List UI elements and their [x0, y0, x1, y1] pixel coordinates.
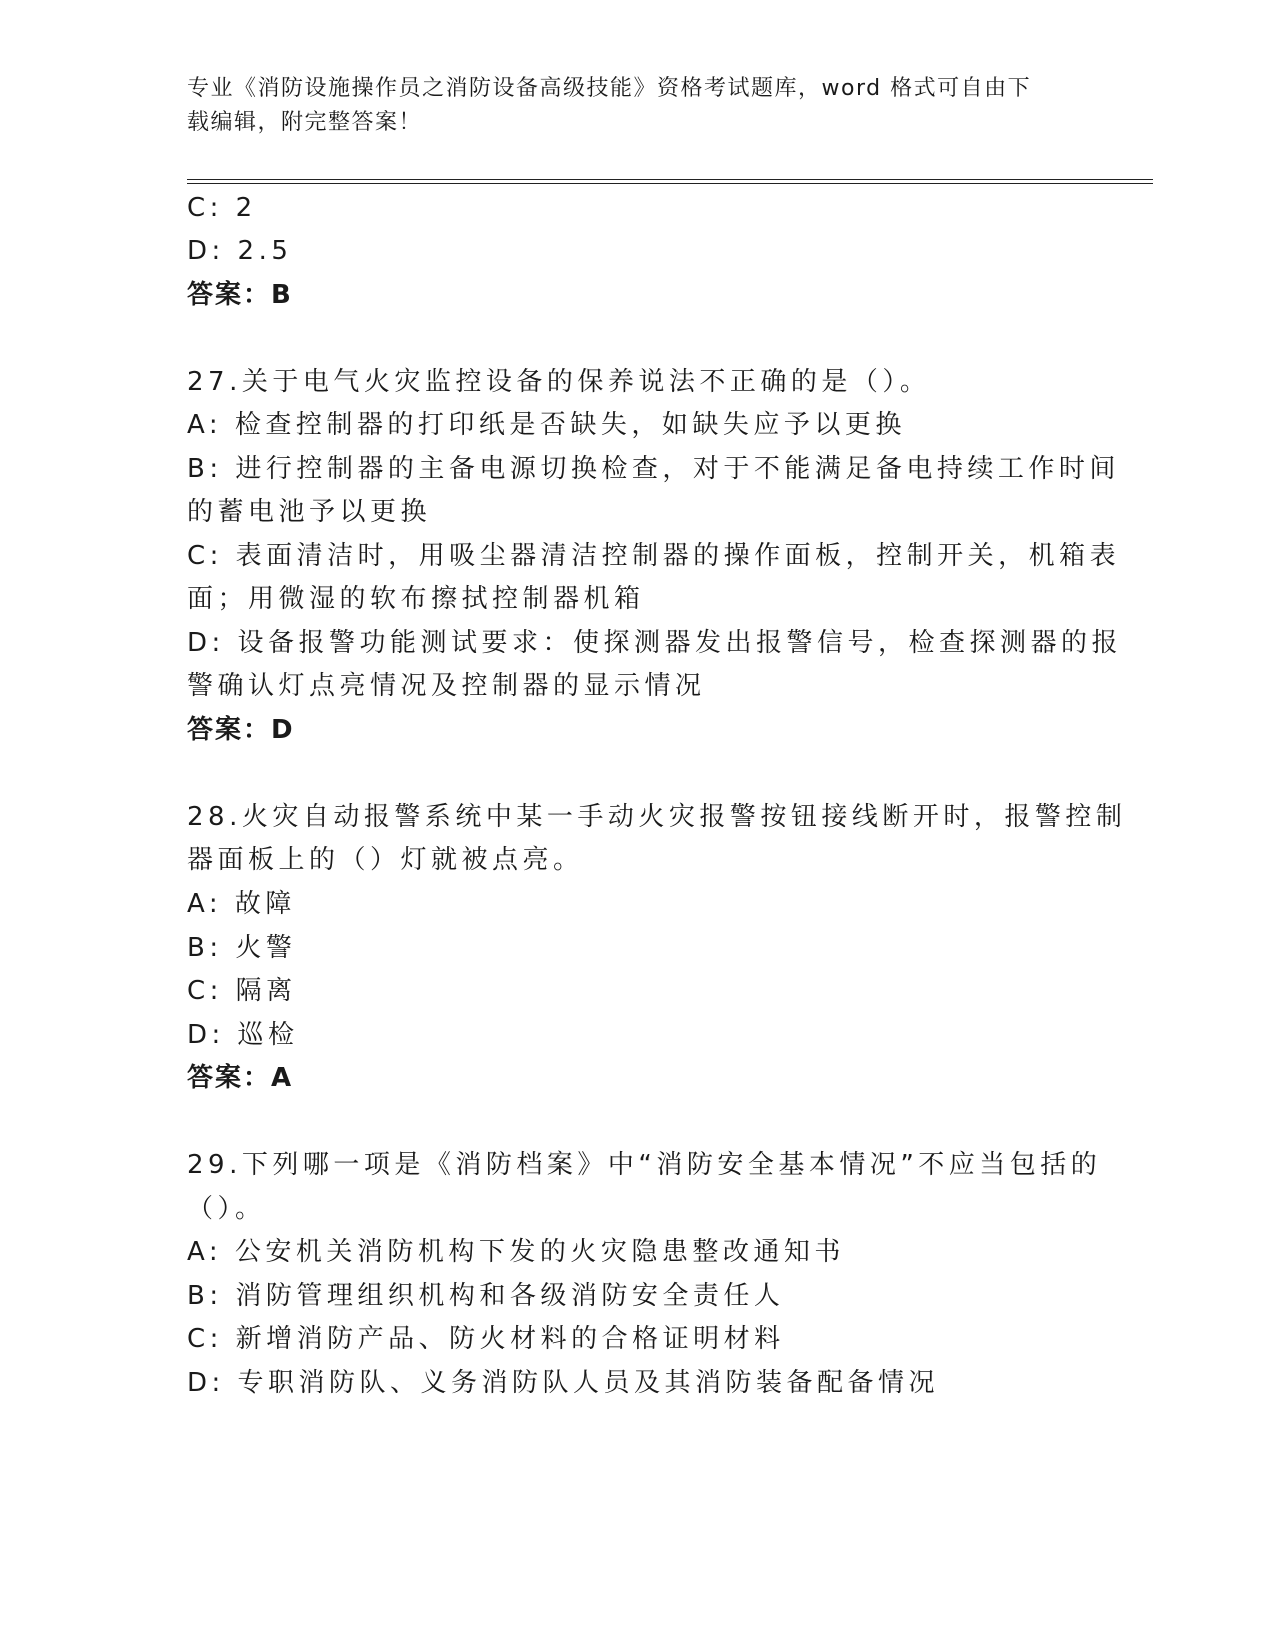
q27-option-b-line2: 的蓄电池予以更换	[187, 497, 432, 527]
q28-stem-line1: 28.火灾自动报警系统中某一手动火灾报警按钮接线断开时，报警控制	[187, 802, 1127, 832]
q29-option-a: A: 公安机关消防机构下发的火灾隐患整改通知书	[187, 1237, 845, 1267]
q27-stem: 27.关于电气火灾监控设备的保养说法不正确的是（）。	[187, 367, 931, 397]
q28-option-c: C: 隔离	[187, 976, 297, 1006]
q27-option-a: A: 检查控制器的打印纸是否缺失，如缺失应予以更换	[187, 410, 906, 440]
q29-option-b: B: 消防管理组织机构和各级消防安全责任人	[187, 1281, 785, 1311]
header-divider-top	[187, 179, 1153, 180]
prev-answer: 答案：B	[187, 280, 293, 310]
q28-answer: 答案：A	[187, 1063, 294, 1093]
q29-stem-line1: 29.下列哪一项是《消防档案》中“消防安全基本情况”不应当包括的	[187, 1150, 1102, 1180]
header-line-1: 专业《消防设施操作员之消防设备高级技能》资格考试题库，word 格式可自由下	[187, 76, 1032, 101]
prev-option-d: D: 2.5	[187, 236, 293, 266]
header-divider-bottom	[187, 183, 1153, 184]
q29-option-d: D: 专职消防队、义务消防队人员及其消防装备配备情况	[187, 1368, 940, 1398]
q28-option-a: A: 故障	[187, 889, 296, 919]
q28-option-b: B: 火警	[187, 933, 297, 963]
q27-option-c-line1: C: 表面清洁时，用吸尘器清洁控制器的操作面板，控制开关，机箱表	[187, 541, 1121, 571]
q27-answer: 答案：D	[187, 715, 295, 745]
q28-option-d: D: 巡检	[187, 1020, 299, 1050]
q27-option-d-line2: 警确认灯点亮情况及控制器的显示情况	[187, 671, 706, 701]
q29-stem-line2: （）。	[187, 1194, 266, 1224]
q27-option-c-line2: 面；用微湿的软布擦拭控制器机箱	[187, 584, 645, 614]
q28-stem-line2: 器面板上的（）灯就被点亮。	[187, 845, 584, 875]
document-header	[187, 72, 1087, 140]
q27-option-b-line1: B: 进行控制器的主备电源切换检查，对于不能满足备电持续工作时间	[187, 454, 1120, 484]
header-line-2: 载编辑，附完整答案！	[187, 110, 423, 135]
q27-option-d-line1: D: 设备报警功能测试要求：使探测器发出报警信号，检查探测器的报	[187, 628, 1123, 658]
prev-option-c: C: 2	[187, 193, 257, 223]
q29-option-c: C: 新增消防产品、防火材料的合格证明材料	[187, 1324, 785, 1354]
